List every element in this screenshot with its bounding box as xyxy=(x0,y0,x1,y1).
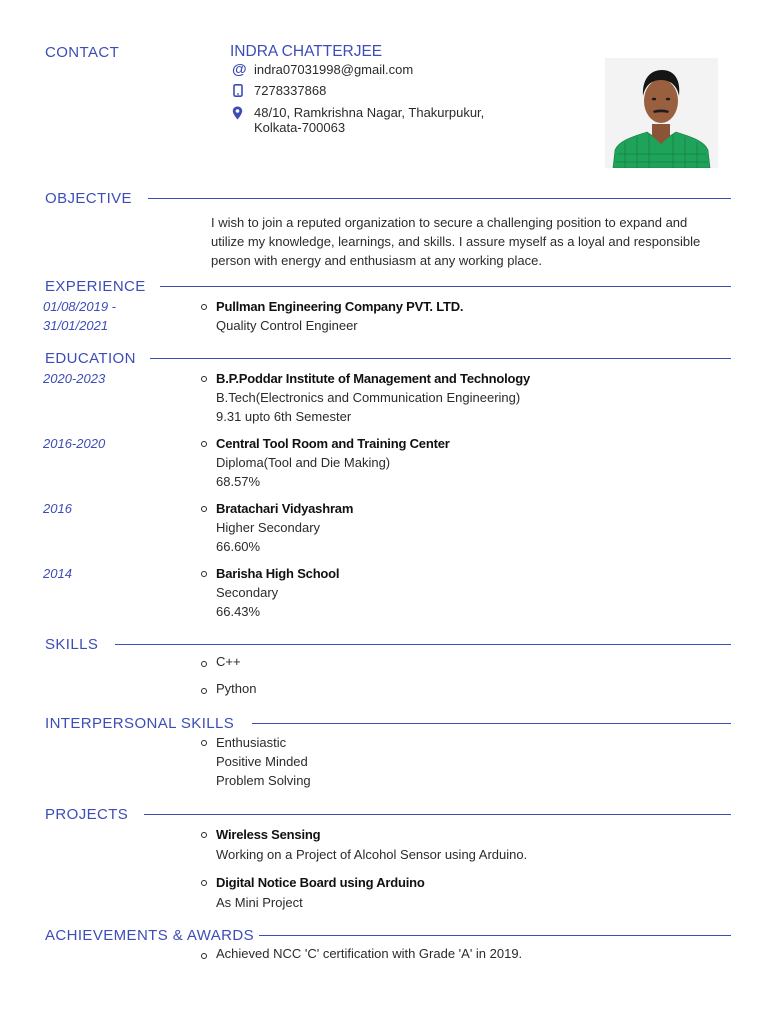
bullet-icon xyxy=(201,376,207,382)
bullet-icon xyxy=(201,506,207,512)
interpersonal-list xyxy=(216,733,311,790)
interpersonal-heading: INTERPERSONAL SKILLS xyxy=(45,715,235,732)
education-date: 2014 xyxy=(43,566,72,581)
degree: Secondary xyxy=(216,585,279,600)
achievement-item: Achieved NCC 'C' certification with Grade 'A' in 2019. xyxy=(216,946,523,961)
institute-name: Bratachari Vidyashram xyxy=(216,501,354,516)
education-date: 2020-2023 xyxy=(43,371,106,386)
phone-icon xyxy=(233,84,243,100)
objective-line: I wish to join a reputed organization to secure a challenging position to expand and xyxy=(211,215,688,230)
contact-heading: CONTACT xyxy=(45,44,120,61)
institute-name: B.P.Poddar Institute of Management and Technology xyxy=(216,371,531,386)
score: 9.31 upto 6th Semester xyxy=(216,409,352,424)
projects-heading: PROJECTS xyxy=(45,806,129,823)
experience-date-start: 01/08/2019 - xyxy=(43,299,117,314)
bullet-icon xyxy=(201,880,207,886)
score: 68.57% xyxy=(216,474,261,489)
interpersonal-item: Problem Solving xyxy=(216,773,311,788)
interpersonal-divider xyxy=(252,723,731,724)
education-entry xyxy=(216,564,339,621)
degree: Higher Secondary xyxy=(216,520,321,535)
project-entry xyxy=(216,825,527,864)
interpersonal-item: Positive Minded xyxy=(216,754,308,769)
institute-name: Central Tool Room and Training Center xyxy=(216,436,450,451)
bullet-icon xyxy=(201,441,207,447)
institute-name: Barisha High School xyxy=(216,566,340,581)
skill-item: Python xyxy=(216,681,257,696)
skill-item: C++ xyxy=(216,654,241,669)
project-title: Wireless Sensing xyxy=(216,827,321,842)
bullet-icon xyxy=(201,661,207,667)
objective-line: utilize my knowledge, learnings, and skills. I assure myself as a loyal and responsible xyxy=(211,234,701,249)
skills-divider xyxy=(115,644,731,645)
address-line-2: Kolkata-700063 xyxy=(254,120,346,135)
objective-text xyxy=(211,213,731,270)
profile-photo xyxy=(605,58,718,168)
bullet-icon xyxy=(201,571,207,577)
degree: B.Tech(Electronics and Communication Engineering) xyxy=(216,390,521,405)
education-entry xyxy=(216,434,450,491)
project-entry xyxy=(216,873,425,912)
skills-heading: SKILLS xyxy=(45,636,99,653)
bullet-icon xyxy=(201,688,207,694)
experience-divider xyxy=(160,286,731,287)
score: 66.60% xyxy=(216,539,261,554)
objective-line: person with energy and enthusiasm at any working place. xyxy=(211,253,542,268)
score: 66.43% xyxy=(216,604,261,619)
bullet-icon xyxy=(201,740,207,746)
projects-divider xyxy=(144,814,731,815)
address-line-1: 48/10, Ramkrishna Nagar, Thakurpukur, xyxy=(254,105,485,120)
interpersonal-item: Enthusiastic xyxy=(216,735,287,750)
project-title: Digital Notice Board using Arduino xyxy=(216,875,425,890)
objective-heading: OBJECTIVE xyxy=(45,190,132,207)
experience-entry xyxy=(216,297,463,335)
bullet-icon xyxy=(201,953,207,959)
education-heading: EDUCATION xyxy=(45,350,136,367)
project-description: Working on a Project of Alcohol Sensor using Arduino. xyxy=(216,847,528,862)
achievements-heading: ACHIEVEMENTS & AWARDS xyxy=(45,927,254,944)
education-date: 2016 xyxy=(43,501,72,516)
education-date: 2016-2020 xyxy=(43,436,106,451)
email-text: indra07031998@gmail.com xyxy=(254,62,414,77)
bullet-icon xyxy=(201,832,207,838)
experience-heading: EXPERIENCE xyxy=(45,278,146,295)
education-entry xyxy=(216,369,530,426)
job-role: Quality Control Engineer xyxy=(216,318,358,333)
candidate-name: INDRA CHATTERJEE xyxy=(230,43,383,60)
phone-text: 7278337868 xyxy=(254,83,327,98)
degree: Diploma(Tool and Die Making) xyxy=(216,455,391,470)
at-icon: @ xyxy=(232,61,247,78)
education-divider xyxy=(150,358,731,359)
map-pin-icon xyxy=(232,106,243,123)
bullet-icon xyxy=(201,304,207,310)
experience-date-end: 31/01/2021 xyxy=(43,318,109,333)
education-entry xyxy=(216,499,353,556)
achievements-divider xyxy=(259,935,731,936)
company-name: Pullman Engineering Company PVT. LTD. xyxy=(216,299,464,314)
project-description: As Mini Project xyxy=(216,895,303,910)
objective-divider xyxy=(148,198,731,199)
